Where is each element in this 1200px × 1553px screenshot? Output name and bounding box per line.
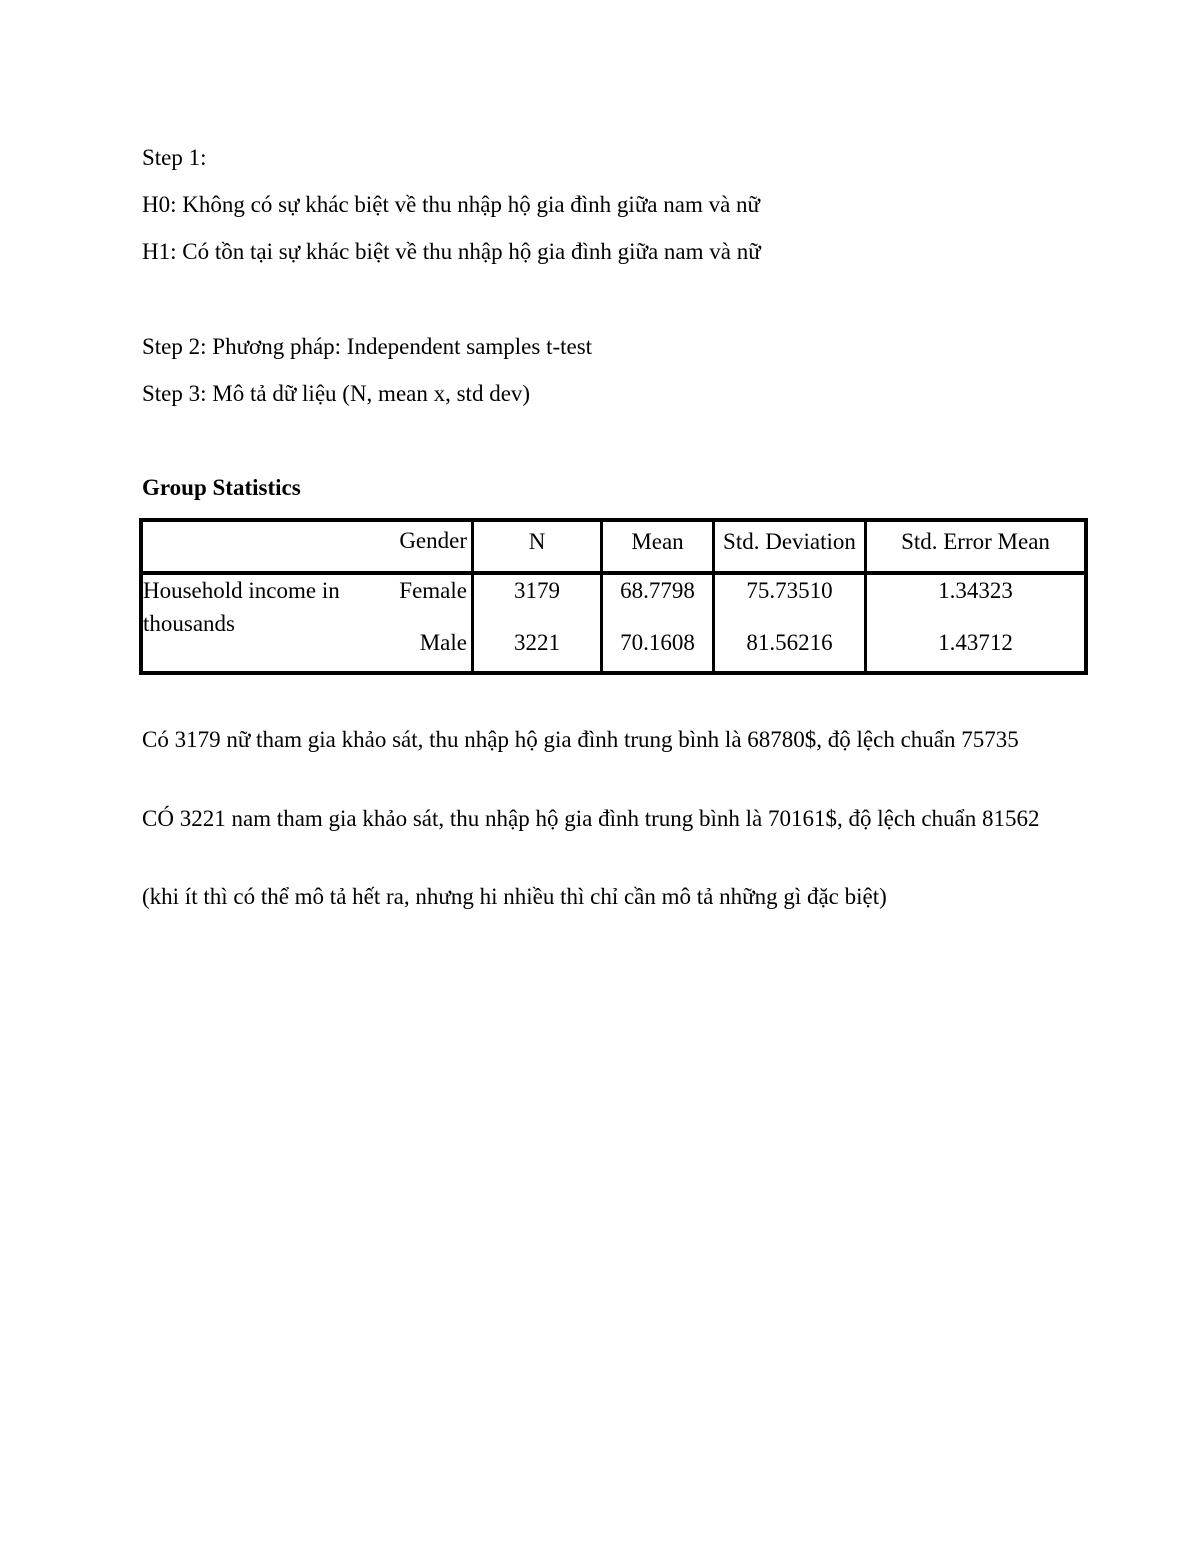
- header-gender: Gender: [399, 528, 467, 553]
- description-note: (khi ít thì có thể mô tả hết ra, nhưng hi nhiều thì chỉ cần mô tả những gì đặc biệt): [142, 884, 887, 909]
- header-mean: Mean: [631, 529, 684, 554]
- row-label-line2: thousands: [143, 611, 235, 636]
- header-std-error-mean: Std. Error Mean: [901, 529, 1050, 554]
- row-female-n: 3179: [514, 578, 560, 603]
- header-std-deviation: Std. Deviation: [723, 529, 856, 554]
- description-male: CÓ 3221 nam tham gia khảo sát, thu nhập hộ gia đình trung bình là 70161$, độ lệch chuẩn 81562: [142, 806, 1040, 831]
- row-male-gender: Male: [419, 630, 467, 655]
- row-label-line1: Household income in: [143, 578, 340, 603]
- row-female-mean: 68.7798: [620, 578, 695, 603]
- description-female: Có 3179 nữ tham gia khảo sát, thu nhập hộ gia đình trung bình là 68780$, độ lệch chuẩn 75735: [142, 727, 1019, 752]
- hypothesis-h1: H1: Có tồn tại sự khác biệt về thu nhập hộ gia đình giữa nam và nữ: [142, 239, 761, 264]
- step2-text: Step 2: Phương pháp: Independent samples t-test: [142, 334, 593, 359]
- hypothesis-h0: H0: Không có sự khác biệt về thu nhập hộ gia đình giữa nam và nữ: [142, 192, 761, 217]
- row-male-std-error-mean: 1.43712: [938, 630, 1013, 655]
- header-n: N: [528, 529, 546, 554]
- row-female-gender: Female: [399, 578, 467, 603]
- row-male-std-deviation: 81.56216: [746, 630, 833, 655]
- row-female-std-error-mean: 1.34323: [938, 578, 1013, 603]
- row-male-mean: 70.1608: [620, 630, 695, 655]
- step1-label: Step 1:: [142, 145, 207, 170]
- table-title: Group Statistics: [142, 475, 301, 500]
- step3-text: Step 3: Mô tả dữ liệu (N, mean x, std dev): [142, 381, 531, 406]
- row-female-std-deviation: 75.73510: [746, 578, 833, 603]
- row-male-n: 3221: [514, 630, 560, 655]
- group-statistics-table: [139, 518, 1088, 675]
- header-divider: [143, 571, 1084, 575]
